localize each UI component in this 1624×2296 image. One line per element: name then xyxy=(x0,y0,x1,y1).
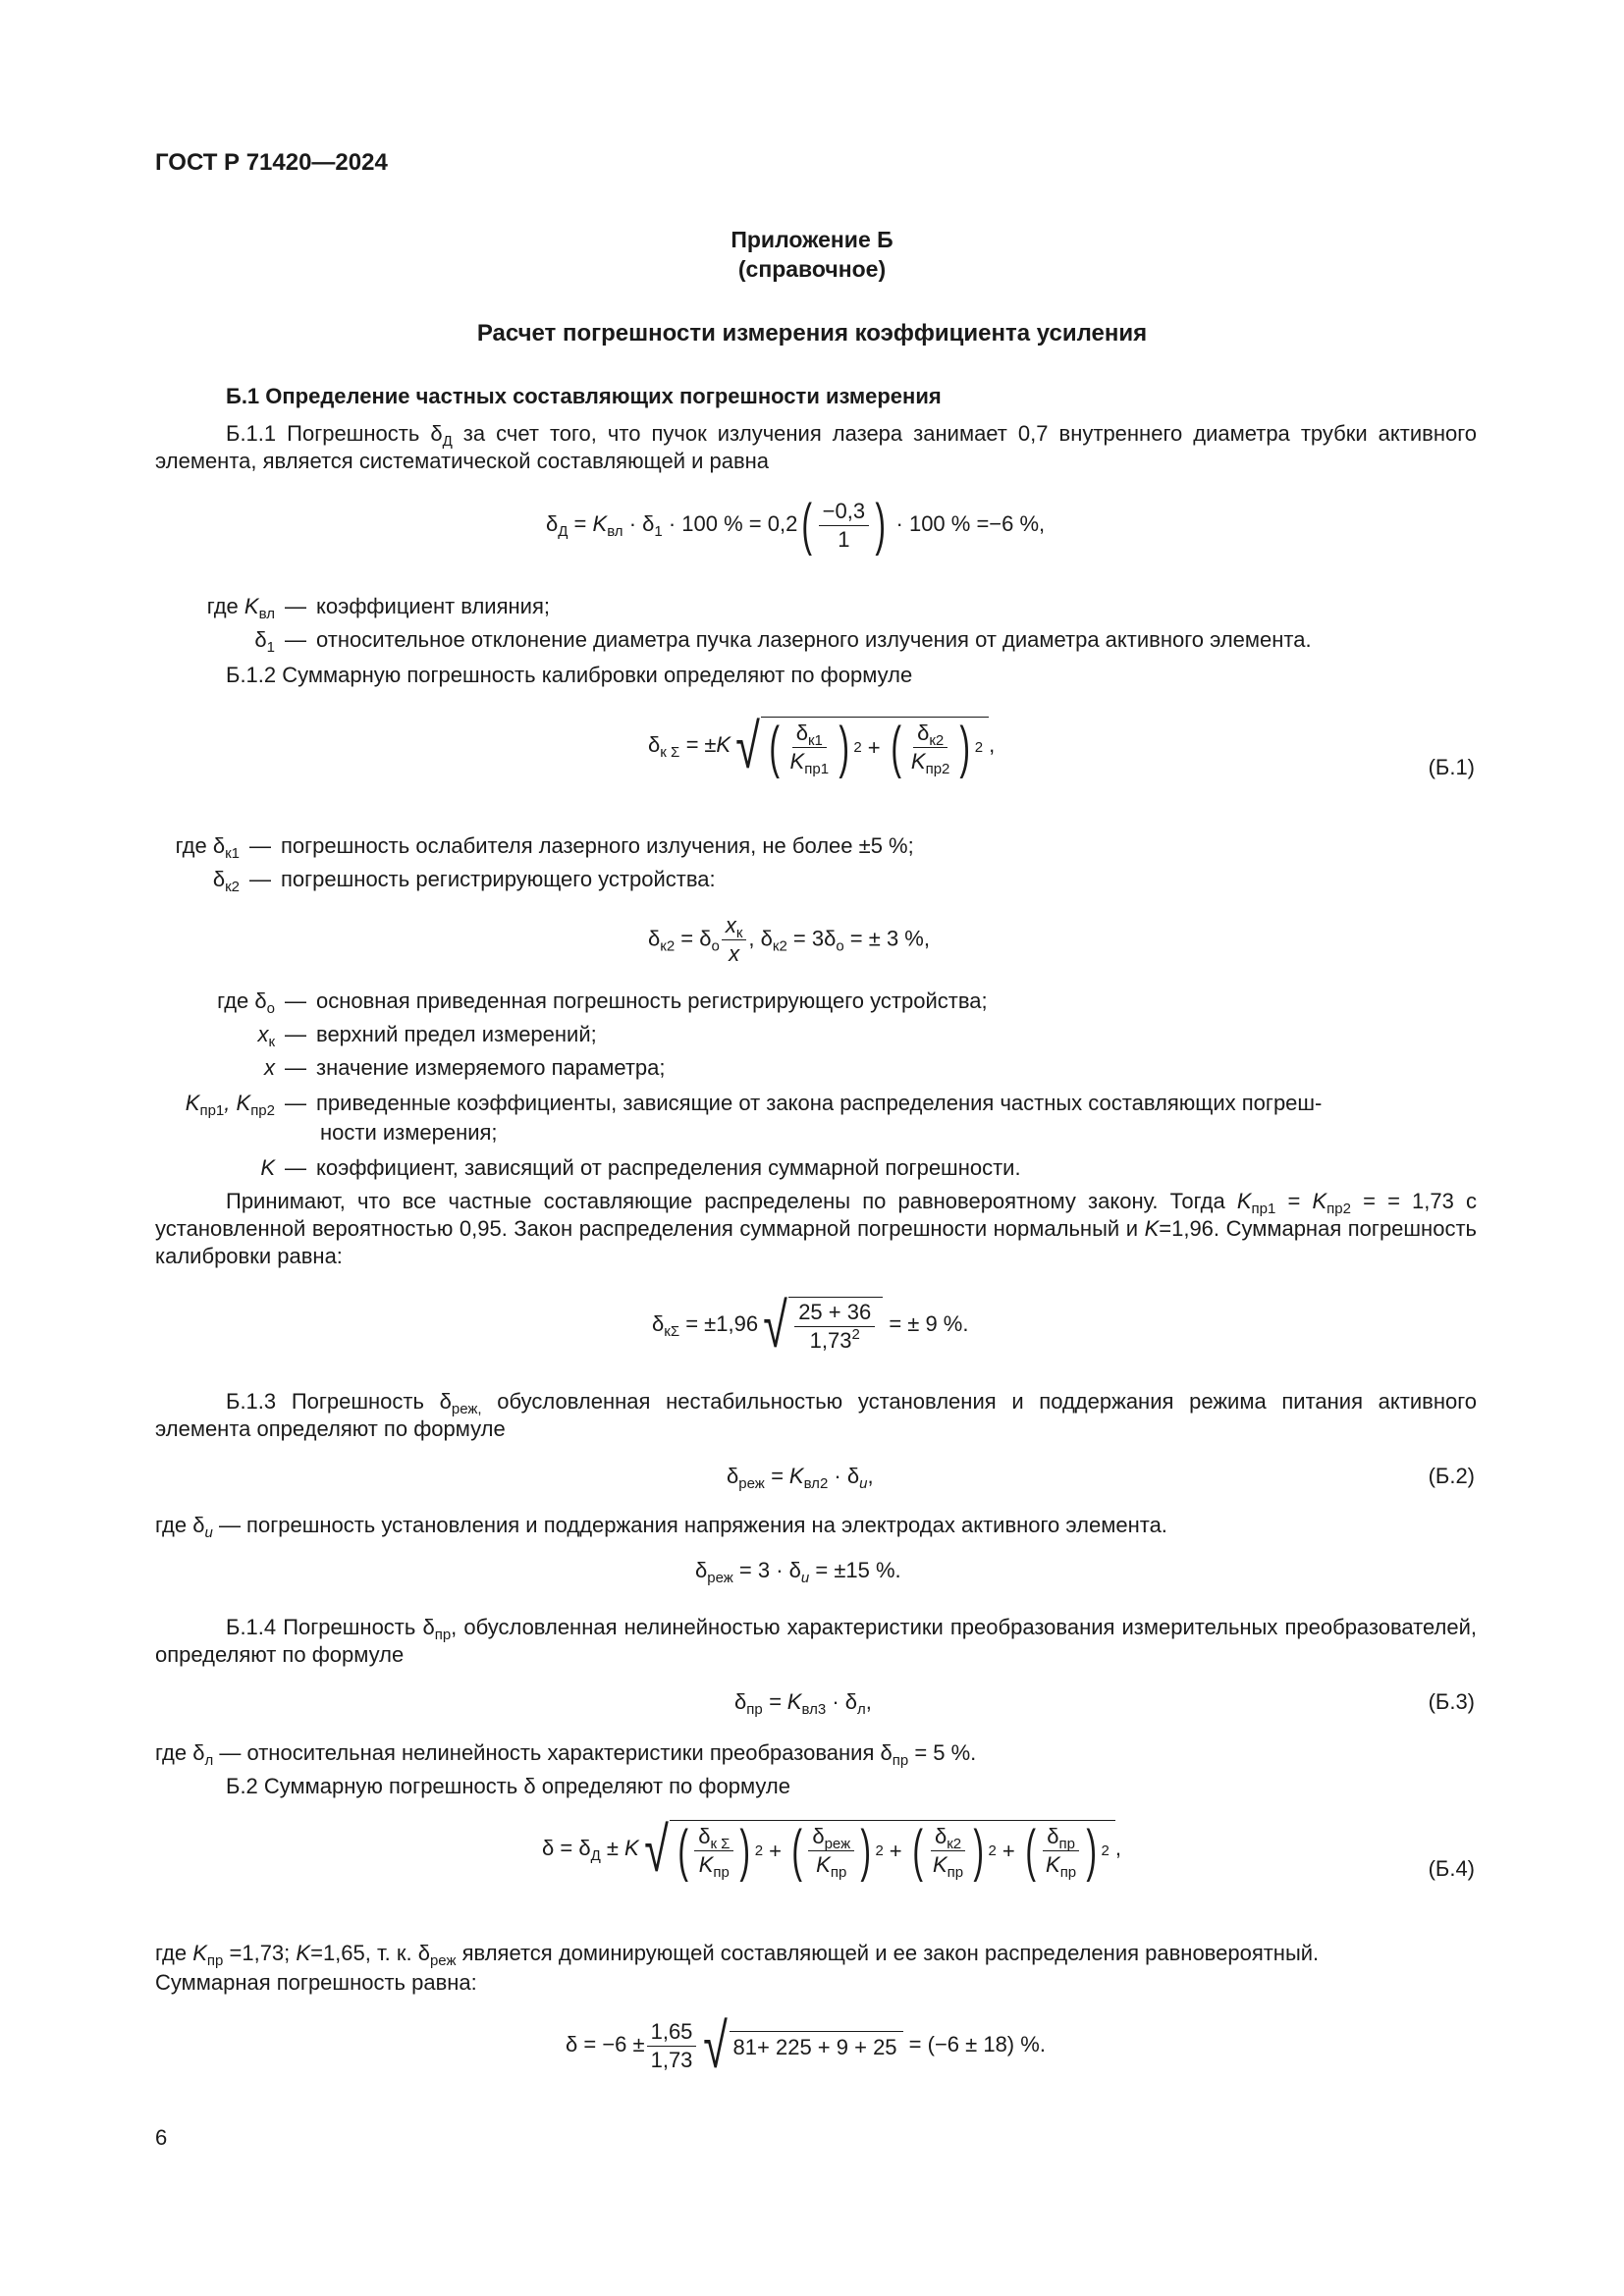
definition-delta-u: где $\delta_u$ — погрешность установления и поддержания напряжения на электродах активного элемента. xyxy=(155,1513,1167,1541)
definition-delta-l: где $\delta_л$ — относительная нелинейность характеристики преобразования $\delta_{пр} = 5$ %. xyxy=(155,1740,977,1769)
section-title: Б.1 Определение частных составляющих погрешности измерения xyxy=(226,384,942,408)
definition-delta-k2: $\delta_{к2}$ — погрешность регистрирующего устройства: xyxy=(212,867,716,895)
definition-delta-k1: где $\delta_{к1}$ — погрешность ослабителя лазерного излучения, не более ±5 %; xyxy=(175,833,914,862)
paragraph-b12: Б.1.2 Суммарную погрешность калибровки определяют по формуле xyxy=(226,663,913,687)
paragraph-final-line2: Суммарная погрешность равна: xyxy=(155,1970,477,1995)
document-title: Расчет погрешности измерения коэффициента усиления xyxy=(476,320,1148,347)
standard-header: ГОСТ Р 71420—2024 xyxy=(155,149,388,176)
formula-b2: $\delta_{реж} = K_{вл2} \cdot \delta_u$, xyxy=(727,1464,874,1492)
definition-delta-o: где $\delta_о$ — основная приведенная погрешность регистрирующего устройства; xyxy=(217,988,988,1017)
paragraph-b13: Б.1.3 Погрешность $\delta_{реж,}$ обусловленная нестабильностью установления и поддержания режима питания активного элемента определяют по формуле xyxy=(155,1389,1477,1441)
paragraph-b14: Б.1.4 Погрешность $\delta_{пр}$, обусловленная нелинейностью характеристики преобразования измерительных преобразователей, определяют по формуле xyxy=(155,1615,1477,1667)
formula-number-b1: (Б.1) xyxy=(1428,755,1475,779)
page-number: 6 xyxy=(155,2125,168,2150)
formula-b4: $\delta = \delta_Д \pm K$ √ ( $\frac{\delta_{к \Sigma}}{K_{пр}}$ ) 2 + ( $\frac{\delta_{реж}}{K_{пр}}$ ) 2 + ( $\frac{\delta_{к2}}{K_{пр}}$ ) 2 + ( $\frac{\delta_{пр}}{K_{пр}}$ ) 2 , xyxy=(542,1814,1121,1885)
formula-delta-d: $\delta_Д = K_{вл} \cdot \delta_1 \cdot 100$ % = 0,2 ( $\frac{-0,3}{1}$ ) · 100 % =−6 %, xyxy=(546,493,1046,557)
definition-x: x — значение измеряемого параметра; xyxy=(264,1055,666,1080)
paragraph-b11: Б.1.1 Погрешность $\delta_Д$ за счет того, что пучок излучения лазера занимает 0,7 внутреннего диаметра трубки активного элемента, является систематической составляющей и равна xyxy=(155,421,1477,473)
definition-k-vl: где $K_{вл}$ — коэффициент влияния; xyxy=(206,594,550,622)
formula-number-b4: (Б.4) xyxy=(1428,1856,1475,1881)
formula-number-b3: (Б.3) xyxy=(1428,1689,1475,1714)
formula-delta-k2: $\delta_{к2} = \delta_о$ $\frac{x_к}{x}$ , $\delta_{к2} = 3\delta_о$ = ± 3 %, xyxy=(648,913,930,966)
formula-delta-k-sigma-value: $\delta_{к\Sigma} = \pm 1,96$ √ $\frac{25 + 36}{1,73^2}$ = ± 9 %. xyxy=(652,1290,969,1361)
definition-delta-1: $\delta_1$ — относительное отклонение диаметра пучка лазерного излучения от диаметра активного элемента. xyxy=(254,627,1312,656)
formula-delta-rezh-value: $\delta_{реж} = 3 \cdot \delta_u = \pm 15$ %. xyxy=(695,1558,901,1586)
formula-b3: $\delta_{пр} = K_{вл3} \cdot \delta_л$, xyxy=(734,1689,872,1718)
formula-b1: $\delta_{к \Sigma} = \pm K$ √ ( $\frac{\delta_{к1}}{K_{пр1}}$ ) 2 + ( $\frac{\delta_{к2}}{K_{пр2}}$ ) 2 , xyxy=(648,711,996,781)
annex-title: Приложение Б xyxy=(731,227,893,252)
definition-k-pr: $K_{пр1}$, $K_{пр2}$ — приведенные коэффициенты, зависящие от закона распределения частных составляющих погреш- xyxy=(185,1091,1323,1119)
paragraph-final: где $K_{пр} =1,73$; K=1,65, т. к. $\delta_{реж}$ является доминирующей составляющей и ее закон распределения равновероятный. xyxy=(155,1941,1320,1969)
definition-k: K — коэффициент, зависящий от распределения суммарной погрешности. xyxy=(260,1155,1021,1180)
paragraph-distribution: Принимают, что все частные составляющие распределены по равновероятному закону. Тогда $K_{пр1} = K_{пр2}$ = = 1,73 с установленной вероятностью 0,95. Закон распределения суммарной погрешности нормальный и K=1,96. Суммарная погрешность калибровки равна: xyxy=(155,1189,1477,1268)
formula-total-error: δ = −6 ± $\frac{1,65}{1,73}$ √ 81+ 225 + 9 + 25 = (−6 ± 18) %. xyxy=(566,2010,1046,2081)
definition-k-pr-continued: ности измерения; xyxy=(320,1120,498,1145)
definition-x-k: $x_к$ — верхний предел измерений; xyxy=(257,1022,597,1050)
formula-number-b2: (Б.2) xyxy=(1428,1464,1475,1488)
annex-subtitle: (справочное) xyxy=(737,256,887,282)
paragraph-b2: Б.2 Суммарную погрешность δ определяют по формуле xyxy=(226,1774,790,1798)
